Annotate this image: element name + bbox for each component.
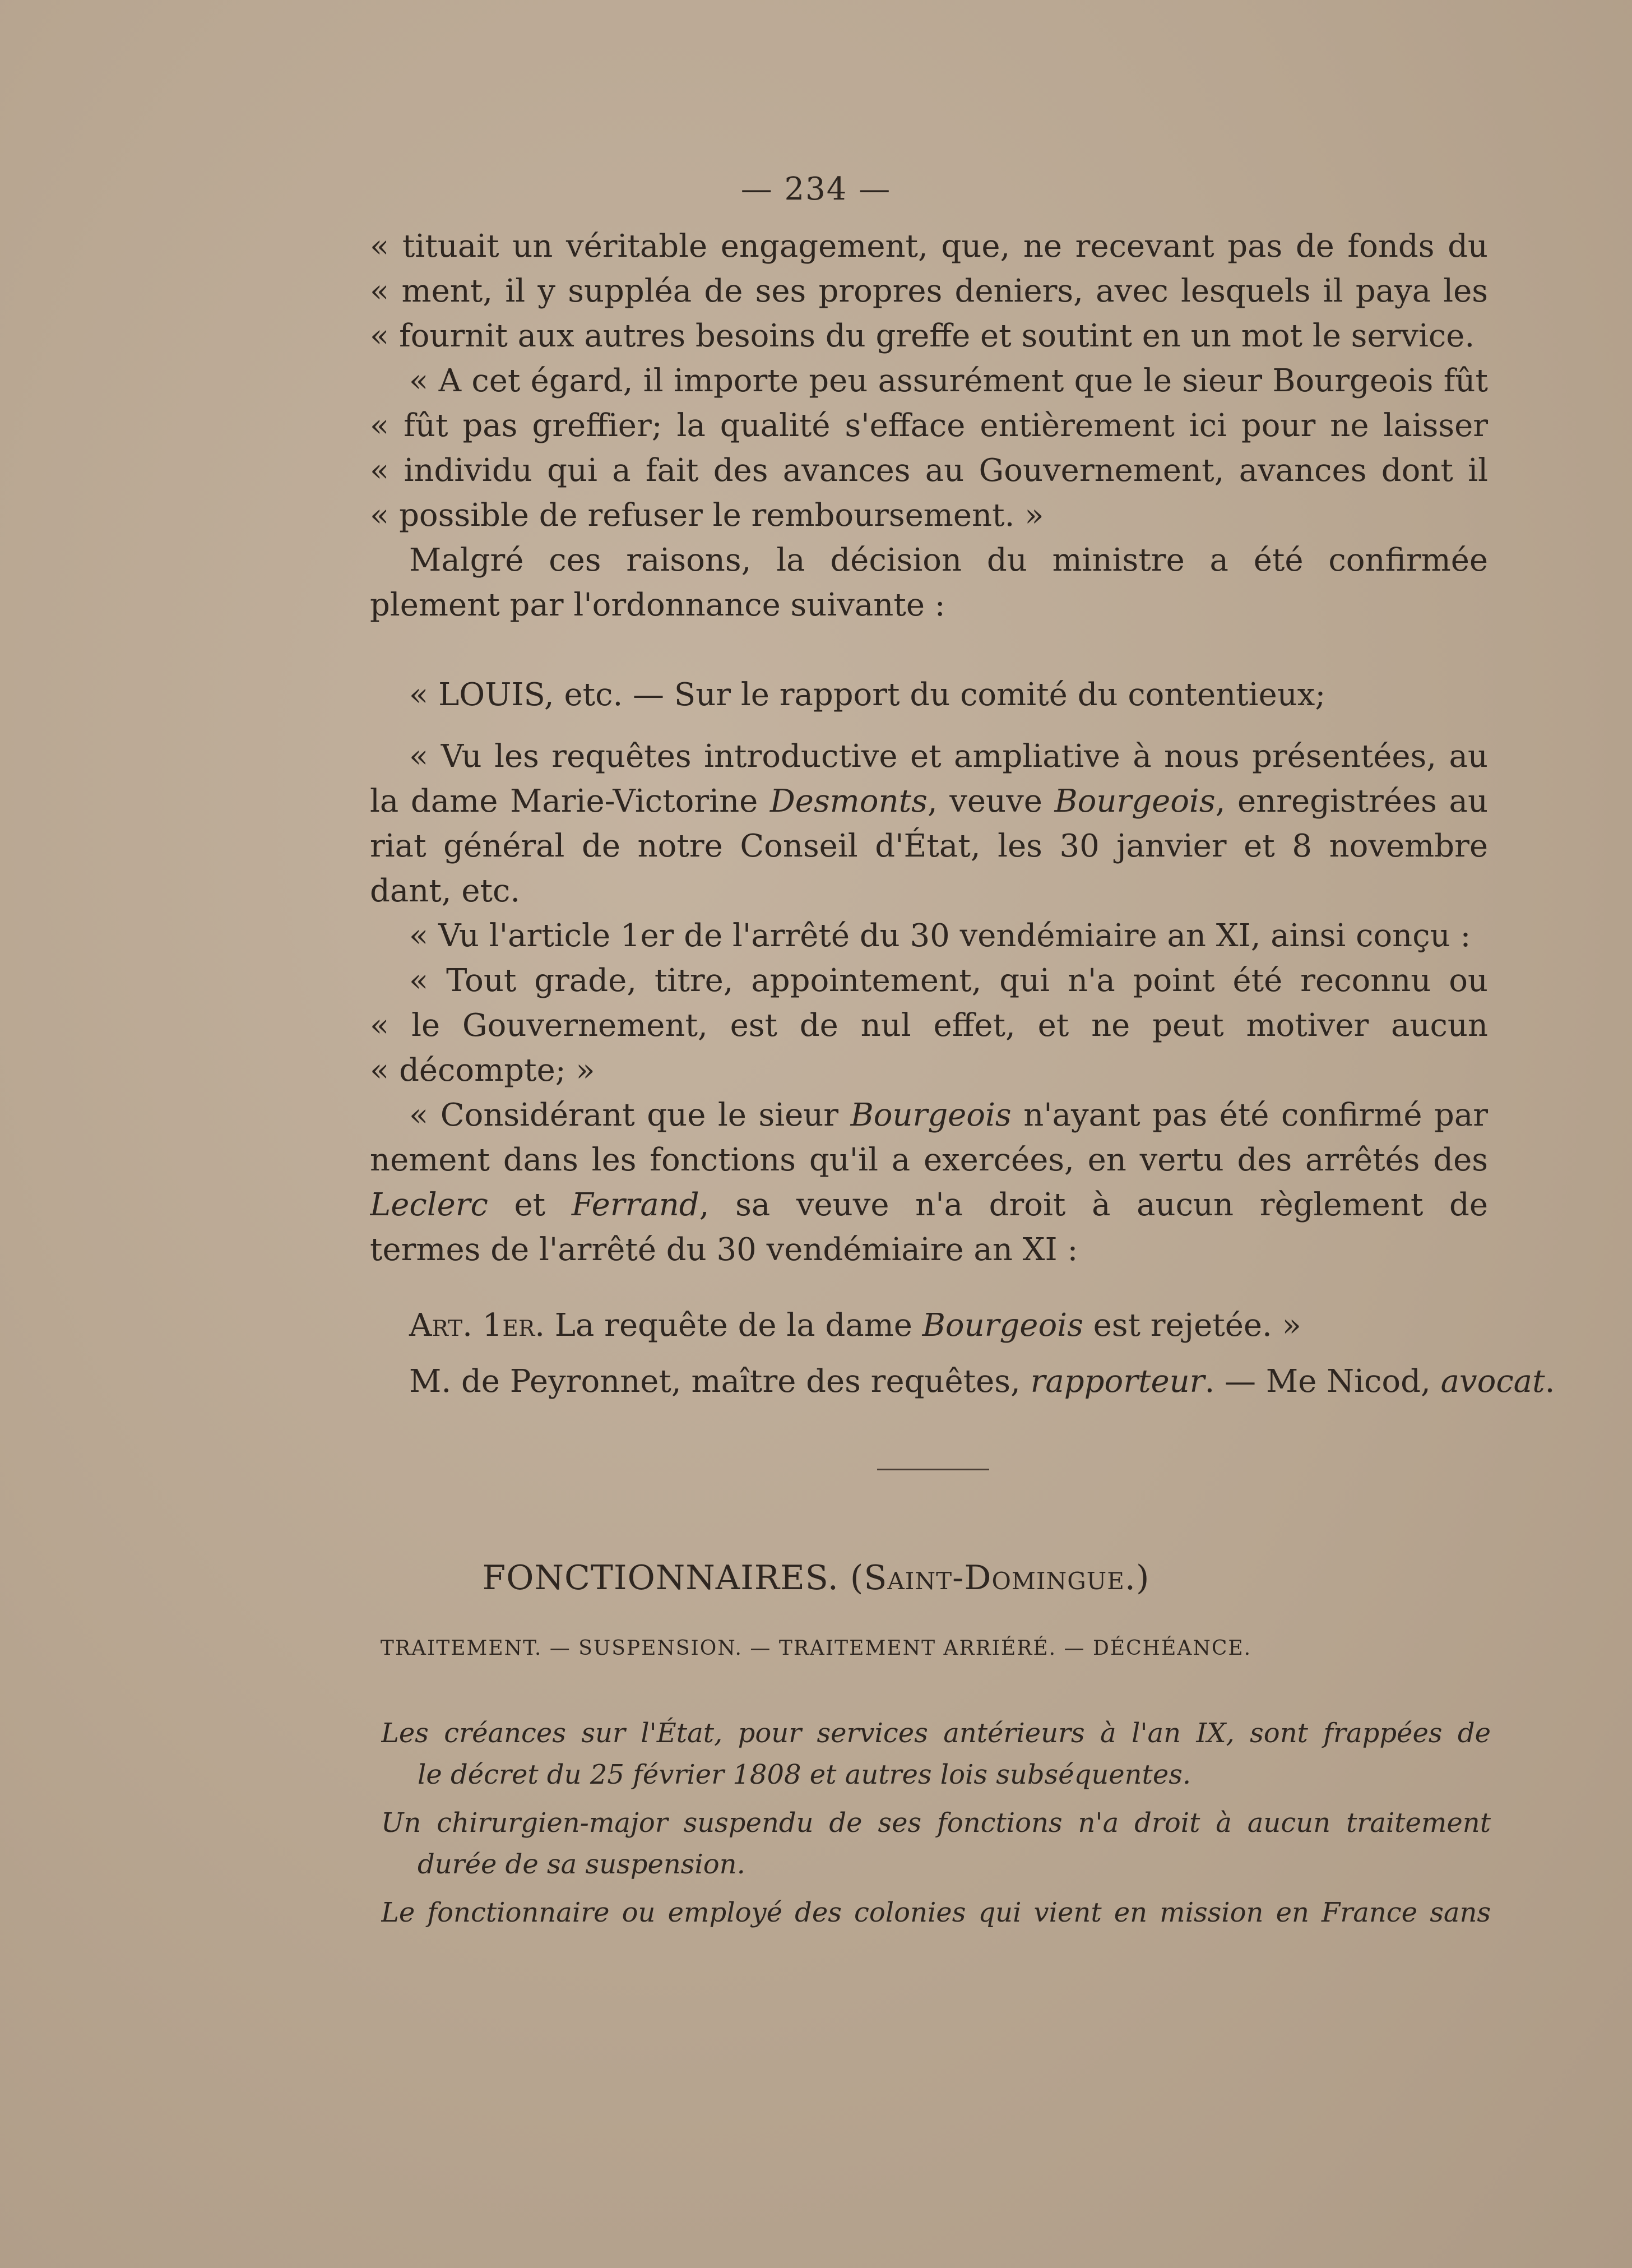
article-decision (370, 1303, 1555, 1404)
vu-article: « Vu l'article 1er de l'arrêté du 30 vendémiaire an XI, ainsi conçu : (409, 918, 1471, 954)
text-line: la dame Marie-Victorine Desmonts, veuve Bourgeois, enregistrées au (370, 783, 1488, 820)
text-line: « tituait un véritable engagement, que, ne recevant pas de fonds du (370, 228, 1488, 265)
text-line: « fût pas greffier; la qualité s'efface entièrement ici pour ne laisser (370, 408, 1488, 444)
text-line: « décompte; » (370, 1052, 595, 1089)
text-line: Malgré ces raisons, la décision du ministre a été confirmée (409, 542, 1488, 578)
text-line: « Considérant que le sieur Bourgeois n'ayant pas été confirmé par (409, 1097, 1488, 1133)
text-line: « fournit aux autres besoins du greffe et soutint en un mot le service. (370, 318, 1475, 354)
text-line: Art. 1er. La requête de la dame Bourgeois est rejetée. » (409, 1307, 1301, 1344)
signature-line: M. de Peyronnet, maître des requêtes, rapporteur. — Me Nicod, avocat. (409, 1363, 1555, 1400)
text-line: « individu qui a fait des avances au Gouvernement, avances dont il (370, 452, 1488, 489)
summary-line: le décret du 25 février 1808 et autres lois subséquentes. (418, 1759, 1191, 1790)
text-line: « Tout grade, titre, appointement, qui n'a point été reconnu ou (409, 962, 1488, 999)
text-line: plement par l'ordonnance suivante : (370, 587, 945, 623)
summary-line: Un chirurgien-major suspendu de ses fonctions n'a droit à aucun traitement (381, 1807, 1491, 1839)
summary-line: durée de sa suspension. (418, 1849, 745, 1880)
ordonnance (370, 673, 1488, 718)
section-subtitle: TRAITEMENT. — SUSPENSION. — TRAITEMENT ARRIÉRÉ. — DÉCHÉANCE. (380, 1637, 1252, 1660)
text-line: dant, etc. (370, 873, 521, 909)
text-line: « le Gouvernement, est de nul effet, et ne peut motiver aucun (370, 1007, 1488, 1044)
text-line: nement dans les fonctions qu'il a exercées, en vertu des arrêtés des (370, 1142, 1488, 1178)
text-line: termes de l'arrêté du 30 vendémiaire an XI : (370, 1232, 1078, 1268)
argument-paragraph (370, 224, 1488, 628)
text-line: « possible de refuser le remboursement. » (370, 497, 1044, 534)
summary-line: Le fonctionnaire ou employé des colonies qui vient en mission en France sans (381, 1897, 1491, 1928)
text-line: riat général de notre Conseil d'État, les 30 janvier et 8 novembre (370, 828, 1488, 864)
section-title-paren: (Saint-Domingue.) (850, 1558, 1150, 1598)
vu-requetes (370, 734, 1488, 1272)
text-line: « ment, il y suppléa de ses propres deniers, avec lesquels il paya les (370, 273, 1488, 309)
section-divider (877, 1469, 989, 1470)
summary-block (381, 1712, 1491, 1933)
summary-line: Les créances sur l'État, pour services antérieurs à l'an IX, sont frappées de (381, 1718, 1491, 1749)
text-line: « A cet égard, il importe peu assurément que le sieur Bourgeois fût (409, 363, 1488, 399)
text-line: « Vu les requêtes introductive et ampliative à nous présentées, au (409, 738, 1488, 775)
page-number: — 234 — (740, 171, 892, 207)
text-line: Leclerc et Ferrand, sa veuve n'a droit à aucun règlement de (370, 1187, 1488, 1223)
section-title: FONCTIONNAIRES. (Saint-Domingue.) (482, 1558, 1150, 1598)
ordonnance-opening: « LOUIS, etc. — Sur le rapport du comité du contentieux; (409, 677, 1326, 713)
